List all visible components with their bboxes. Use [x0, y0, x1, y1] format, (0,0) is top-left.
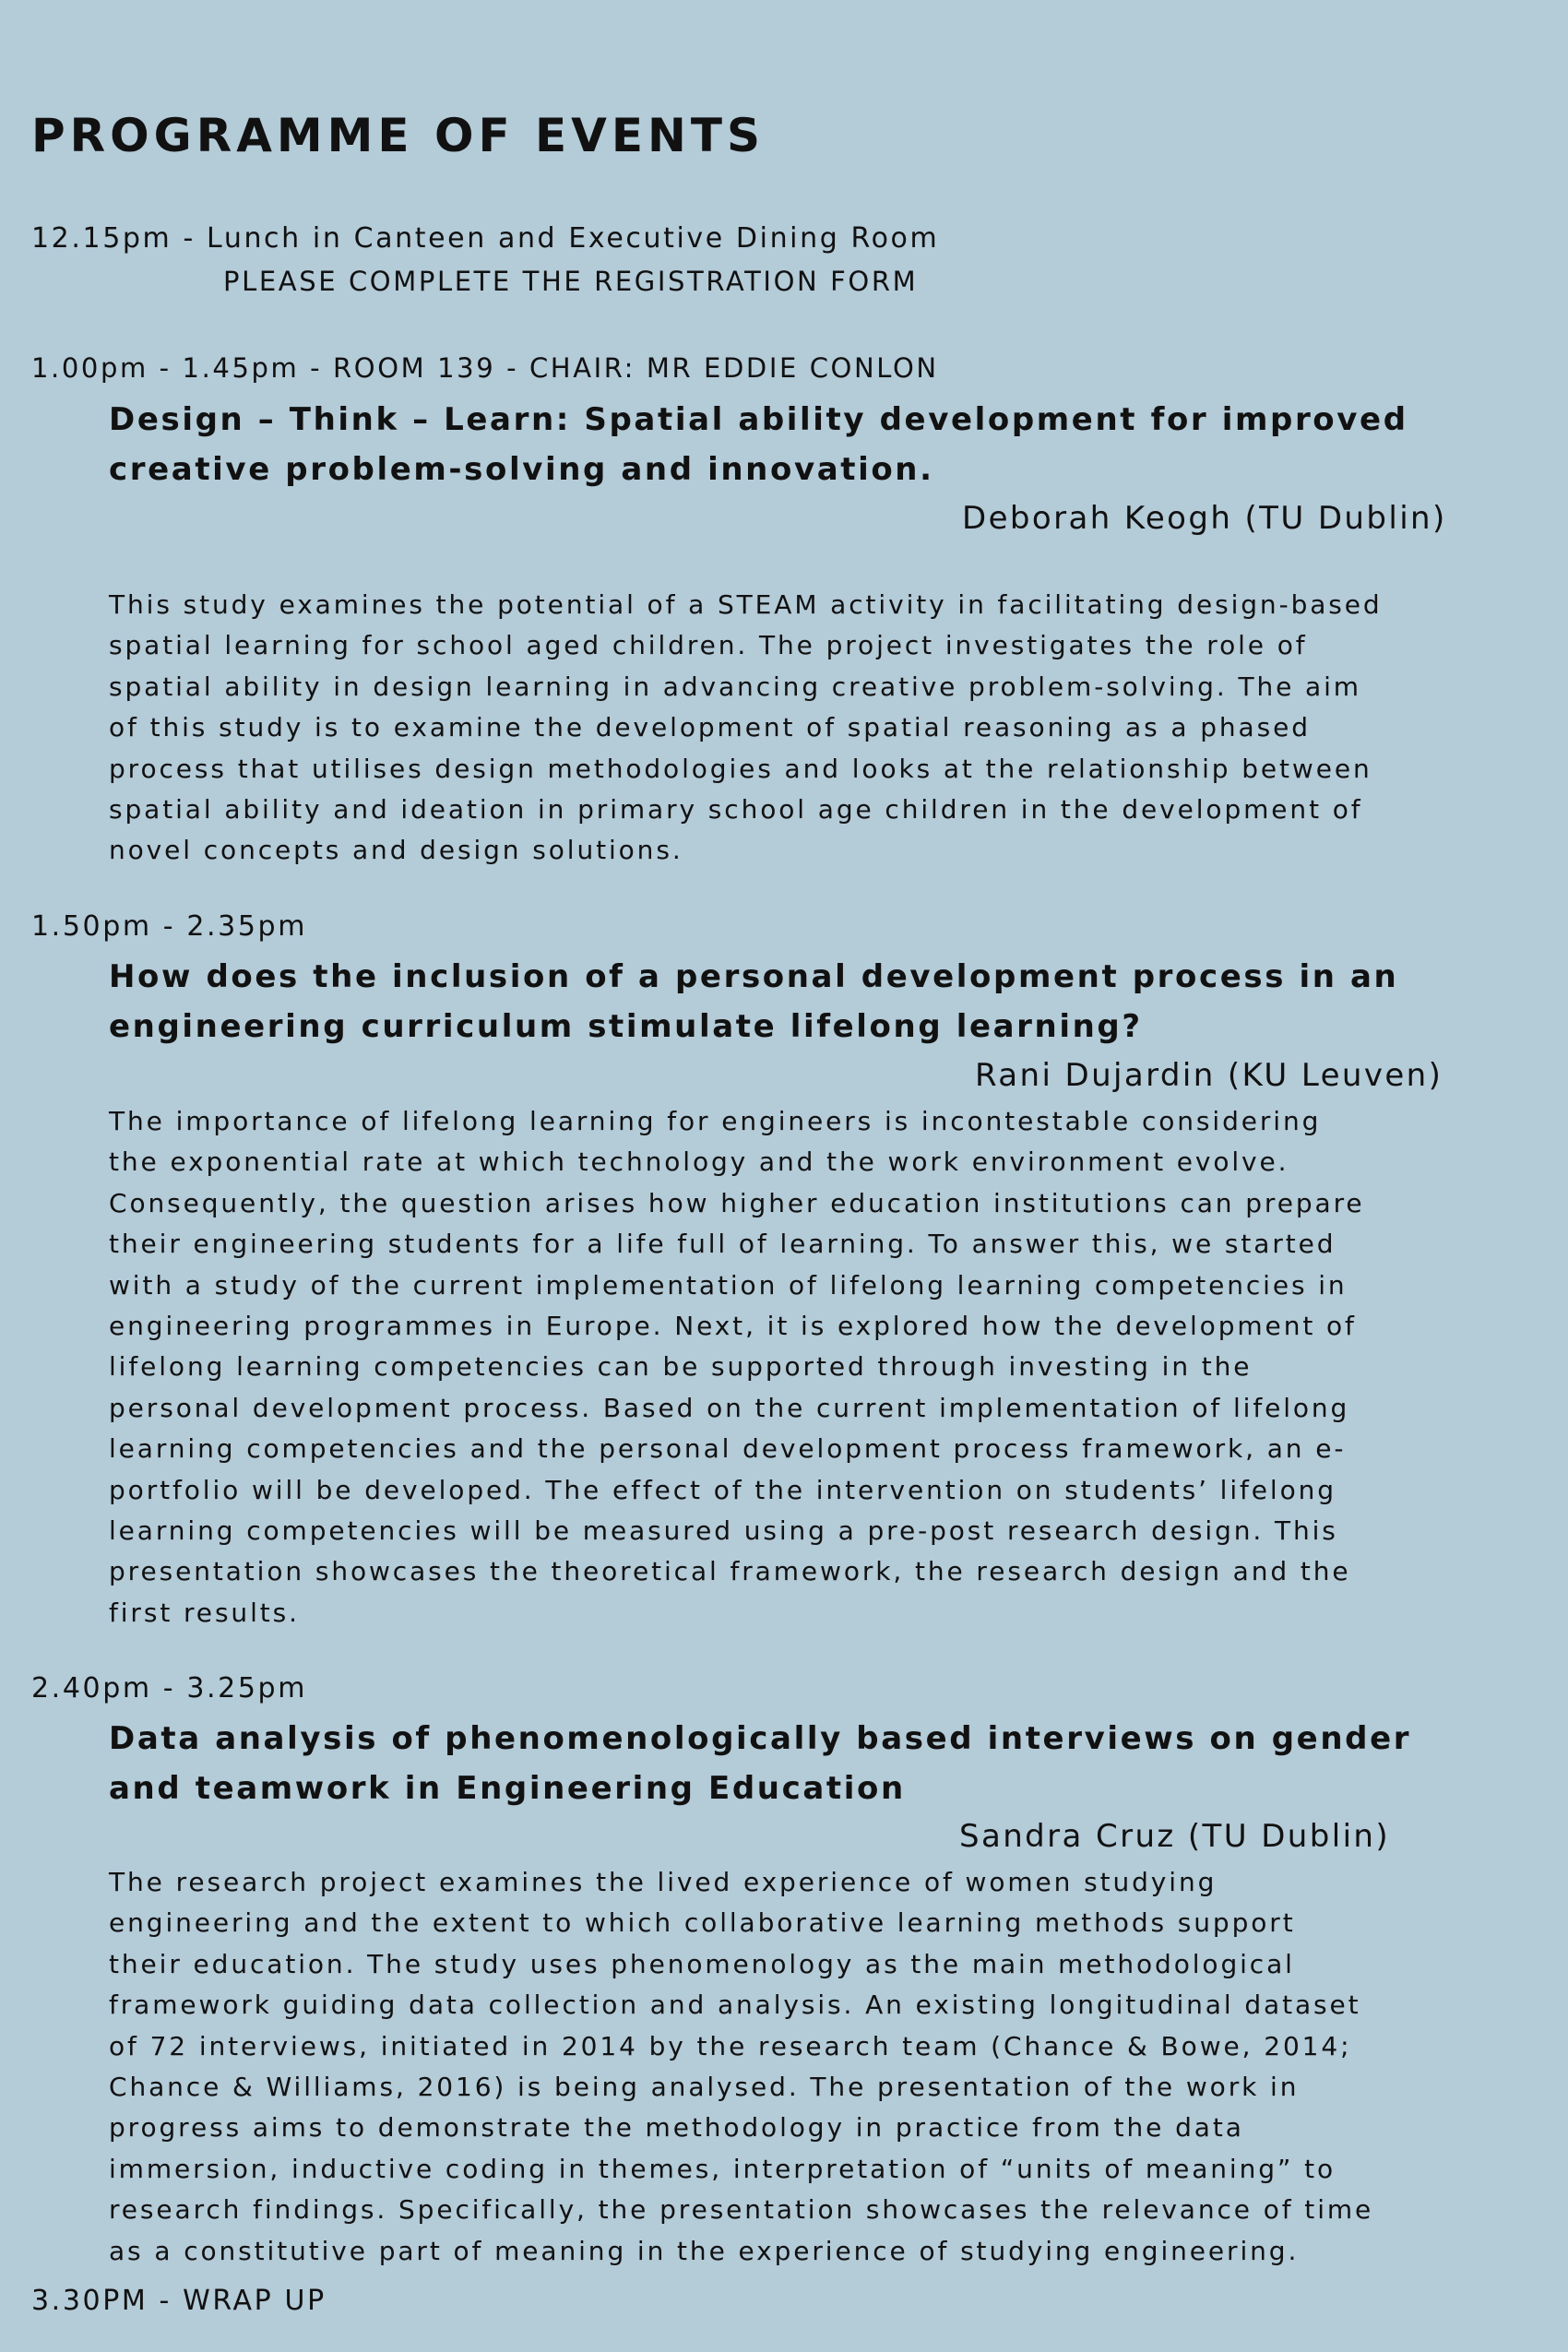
abstract-line: process that utilises design methodologies and looks at the relationship between	[109, 753, 1372, 784]
page-title: PROGRAMME OF EVENTS	[31, 109, 765, 162]
abstract-line: the exponential rate at which technology and the work environment evolve.	[109, 1146, 1289, 1178]
abstract-line: research findings. Specifically, the presentation showcases the relevance of time	[109, 2194, 1374, 2226]
abstract-line: progress aims to demonstrate the methodology in practice from the data	[109, 2112, 1244, 2144]
session-3-slot: 2.40pm - 3.25pm	[31, 1672, 308, 1705]
abstract-line: of 72 interviews, initiated in 2014 by the research team (Chance & Bowe, 2014;	[109, 2030, 1352, 2061]
abstract-line: spatial ability in design learning in advancing creative problem-solving. The aim	[109, 671, 1361, 702]
abstract-line: as a constitutive part of meaning in the experience of studying engineering.	[109, 2235, 1300, 2266]
abstract-line: engineering programmes in Europe. Next, it is explored how the development of	[109, 1311, 1357, 1342]
abstract-line: their education. The study uses phenomenology as the main methodological	[109, 1948, 1295, 1979]
session-3-title-line: Data analysis of phenomenologically based interviews on gender	[109, 1720, 1412, 1757]
session-1-title-line: creative problem-solving and innovation.	[109, 451, 934, 488]
abstract-line: engineering and the extent to which collaborative learning methods support	[109, 1907, 1296, 1939]
session-2-title-line: engineering curriculum stimulate lifelong learning?	[109, 1008, 1143, 1045]
abstract-line: novel concepts and design solutions.	[109, 835, 683, 866]
abstract-line: with a study of the current implementation of lifelong learning competencies in	[109, 1269, 1348, 1301]
wrap-up: 3.30PM - WRAP UP	[31, 2285, 327, 2317]
session-2-slot: 1.50pm - 2.35pm	[31, 910, 308, 943]
abstract-line: their engineering students for a life full of learning. To answer this, we started	[109, 1229, 1336, 1260]
session-3-abstract	[109, 1862, 1568, 2272]
session-1-title	[109, 395, 1548, 494]
abstract-line: Consequently, the question arises how higher education institutions can prepare	[109, 1187, 1365, 1218]
session-1-speaker: Deborah Keogh (TU Dublin)	[962, 500, 1447, 537]
session-1-title-line: Design – Think – Learn: Spatial ability development for improved	[109, 401, 1408, 438]
session-2-speaker: Rani Dujardin (KU Leuven)	[975, 1057, 1443, 1094]
session-3-title	[109, 1714, 1548, 1813]
abstract-line: lifelong learning competencies can be supported through investing in the	[109, 1351, 1253, 1383]
abstract-line: personal development process. Based on the current implementation of lifelong	[109, 1392, 1350, 1423]
abstract-line: spatial ability and ideation in primary school age children in the development of	[109, 794, 1363, 826]
abstract-line: learning competencies and the personal development process framework, an e-	[109, 1433, 1347, 1465]
session-3-title-line: and teamwork in Engineering Education	[109, 1770, 906, 1807]
abstract-line: framework guiding data collection and analysis. An existing longitudinal dataset	[109, 1990, 1361, 2021]
abstract-line: first results.	[109, 1597, 300, 1628]
abstract-line: of this study is to examine the development of spatial reasoning as a phased	[109, 712, 1311, 743]
registration-note: PLEASE COMPLETE THE REGISTRATION FORM	[223, 266, 919, 297]
session-2-title	[109, 952, 1548, 1051]
abstract-line: immersion, inductive coding in themes, interpretation of “units of meaning” to	[109, 2153, 1336, 2184]
abstract-line: Chance & Williams, 2016) is being analysed. The presentation of the work in	[109, 2072, 1300, 2103]
abstract-line: learning competencies will be measured using a pre-post research design. This	[109, 1515, 1338, 1547]
abstract-line: presentation showcases the theoretical framework, the research design and the	[109, 1556, 1351, 1587]
abstract-line: portfolio will be developed. The effect of the intervention on students’ lifelong	[109, 1474, 1336, 1505]
session-3-speaker: Sandra Cruz (TU Dublin)	[959, 1818, 1391, 1855]
abstract-line: spatial learning for school aged children. The project investigates the role of	[109, 630, 1308, 661]
abstract-line: This study examines the potential of a STEAM activity in facilitating design-based	[109, 589, 1383, 620]
session-2-title-line: How does the inclusion of a personal development process in an	[109, 958, 1399, 995]
session-1-slot: 1.00pm - 1.45pm - ROOM 139 - CHAIR: MR EDDIE CONLON	[31, 352, 939, 384]
lunch-time: 12.15pm - Lunch in Canteen and Executive Dining Room	[31, 222, 940, 255]
abstract-line: The research project examines the lived experience of women studying	[109, 1867, 1218, 1897]
abstract-line: The importance of lifelong learning for engineers is incontestable considering	[109, 1106, 1322, 1136]
session-1-abstract	[109, 585, 1568, 872]
session-2-abstract	[109, 1101, 1568, 1633]
